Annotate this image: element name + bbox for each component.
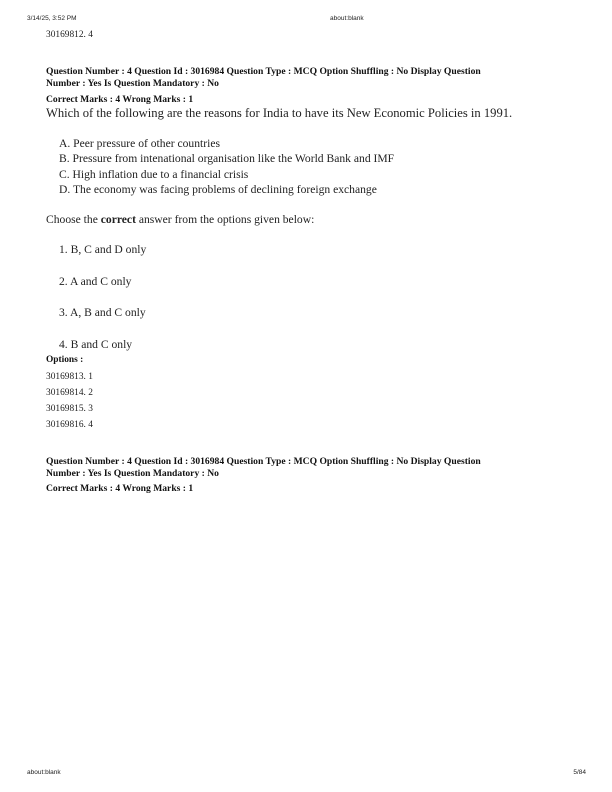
footer-url: about:blank — [27, 769, 61, 776]
answer-option-3: 3. A, B and C only — [59, 306, 146, 319]
choose-prefix: Choose the — [46, 213, 101, 226]
option-id-2: 30169814. 2 — [46, 388, 93, 398]
choose-bold-word: correct — [100, 213, 136, 226]
next-question-marks: Correct Marks : 4 Wrong Marks : 1 — [46, 483, 194, 494]
question-text: Which of the following are the reasons for India to have its New Economic Policies in 1991. — [46, 106, 513, 120]
page-number: 5/84 — [573, 769, 586, 776]
answer-option-2: 2. A and C only — [59, 275, 132, 288]
statement-d: D. The economy was facing problems of declining foreign exchange — [59, 183, 377, 196]
option-id-4: 30169816. 4 — [46, 420, 93, 430]
statement-a: A. Peer pressure of other countries — [59, 137, 220, 150]
print-datetime: 3/14/25, 3:52 PM — [27, 15, 77, 22]
question-meta-line-2: Number : Yes Is Question Mandatory : No — [46, 78, 219, 89]
options-label: Options : — [46, 355, 84, 365]
next-question-meta-line-1: Question Number : 4 Question Id : 3016984 Question Type : MCQ Option Shuffling : No Display Question — [46, 456, 481, 467]
question-meta-line-1: Question Number : 4 Question Id : 3016984 Question Type : MCQ Option Shuffling : No Display Question — [46, 66, 481, 77]
statement-c: C. High inflation due to a financial crisis — [59, 168, 249, 181]
next-question-meta-line-2: Number : Yes Is Question Mandatory : No — [46, 468, 219, 479]
answer-option-1: 1. B, C and D only — [59, 243, 147, 256]
statement-b: B. Pressure from intenational organisation like the World Bank and IMF — [59, 152, 395, 165]
choose-suffix: answer from the options given below: — [135, 213, 315, 226]
option-id-1: 30169813. 1 — [46, 372, 93, 382]
question-marks: Correct Marks : 4 Wrong Marks : 1 — [46, 94, 194, 105]
option-id-3: 30169815. 3 — [46, 404, 93, 414]
print-url: about:blank — [330, 15, 364, 22]
previous-option-id: 30169812. 4 — [46, 30, 93, 40]
answer-option-4: 4. B and C only — [59, 338, 133, 351]
choose-instruction — [46, 213, 314, 226]
